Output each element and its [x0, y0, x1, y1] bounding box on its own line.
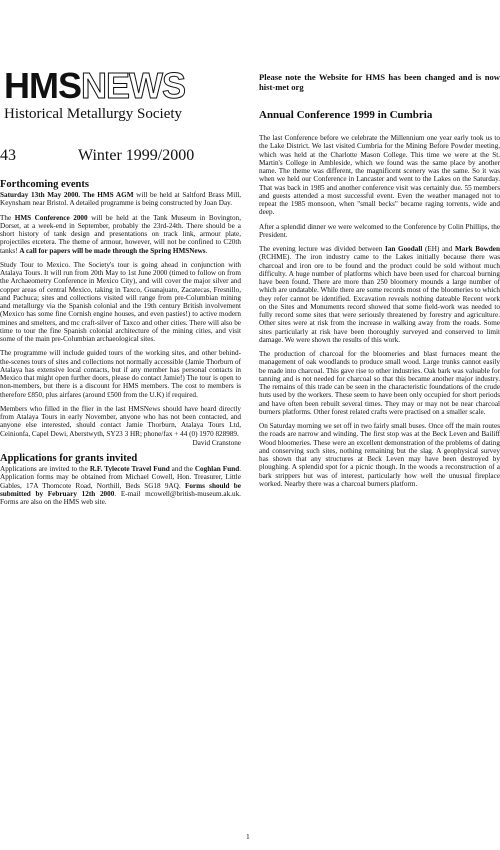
issue-date: Winter 1999/2000 — [78, 147, 195, 164]
conference-2000-paragraph: The HMS Conference 2000 will be held at the Tank Museum in Bovington, Dorset, at a week-end in September, probably the 23rd-24th. There should be a short history of tank design and presentations on track link, armour plate, projectiles etcetera. The theme of armour, however, will not be confined to C20th tanks! A call for papers will be made through the Spring HMSNews. — [0, 213, 241, 255]
website-notice: Please note the Website for HMS has been changed and is now hist-met org — [259, 72, 500, 92]
conference-paragraph-5: On Saturday morning we set off in two fairly small buses. Once off the main routes the roads are narrow and winding. The first stop was at the Beck Leven and Bailiff Wood bloomeries. These were an excellent demonstration of the problems of dating and conserving such sites, nothing remaining but the slag. A geophysical survey has shown that any structures at Beck Leven may have been destroyed by ploughing. A splendid spot for a picnic though. In the woods a reconstruction of a bark strippers hut was of interest, particularly how well the unusual fireplace worked. Nearby there was a charcoal burners platform. — [259, 422, 500, 488]
conference-paragraph-1: The last Conference before we celebrate the Millennium one year early took us to the Lake District. We last visited Cumbria for the Mining Before Powder meeting, which was held at the Charlotte Mason College. This time we were at the St. Martin's College in Ambleside, which we found was the same place by another name. The theme was different, the magnificent scenery was the same. So it was when we held our Conference in Lancaster and went to the Lakes on the Saturday. That was back in 1985 and another conference visit was certainly due. 55 members and guests attended a most successful event. Even the weather managed not to repeat the 1985 monsoon, when "small becks" became raging torrents, wide and deep. — [259, 134, 500, 217]
grants-paragraph: Applications are invited to the R.F. Tylecote Travel Fund and the Coghlan Fund. Application forms may be obtained from Michael Cowell, Hon. Treasurer, Little Gables, 17A Thomcote Road, Northill, Beds SG18 9AQ. Forms should be submitted by February 12th 2000. E-mail mcowell@british-museum.ak.uk. Forms are also on the HMS web site. — [0, 465, 241, 506]
agm-paragraph: Saturday 13th May 2000. The HMS AGM will be held at Saltford Brass Mill, Keynsham near Bristol. A detailed programme is being constructed by Joan Day. — [0, 191, 241, 208]
conference-title: Annual Conference 1999 in Cumbria — [259, 109, 433, 121]
society-name: Historical Metallurgy Society — [4, 106, 183, 122]
forthcoming-heading: Forthcoming events — [0, 179, 89, 190]
flier-paragraph: Members who filled in the flier in the last HMSNews should have heard directly from Atalaya Tours in early November, anyone who has not been contacted, and anyone else interested, should contact Jamie Thorburn, Atalaya Tours Ltd, Ceinionfa, Capel Dewi, Aberstwyth, SY23 3 HR; phone/fax + 44 (0) 1970 828989. — [0, 404, 241, 438]
conference-paragraph-4: The production of charcoal for the bloomeries and blast furnaces meant the management of oak woodlands to produce small wood. Large trunks cannot easily be made into charcoal. This gave rise to other industries. Oak bark was valuable for tanning and is not needed for charcoal so that this became another major industry. The remains of this trade can be seen in the characteristic foundations of the crude huts used by the workers. These seem to have been only occupied for short periods and have often been rebuilt several times. They may or may not be near charcoal burners platforms. Other forest related crafts were practised on a smaller scale. — [259, 350, 500, 416]
hmsnews-logo: HMSNEWS — [4, 65, 185, 106]
masthead — [4, 65, 244, 123]
conference-paragraph-2: After a splendid dinner we were welcomed to the Conference by Colin Phillips, the President. — [259, 222, 500, 239]
page-number: 1 — [246, 832, 250, 841]
issue-number: 43 — [0, 147, 16, 164]
conference-paragraph-3: The evening lecture was divided between Ian Goodall (EH) and Mark Bowden (RCHME). The iron industry came to the Lakes initially because there was charcoal and iron ore to be found and the product could be sold without much difficulty. A huge number of platforms which have been used for charcoal burning have been found. There are more than 250 bloomery mounds a large number of which are undatable. While there are some records most of the bloomeries to which they refer cannot be identified. Excavation reveals nothing dateable Recent work on the Sites and Monuments record showed that some field-work was needed to fully record some sites that were seriously threatened by forestry and agriculture. Other sites were at risk from the increase in walking away from the roads. Some sites particularly at risk have been thoroughly surveyed and conserved to limit damage. We were shown the results of this work. — [259, 245, 500, 344]
programme-paragraph: The programme will include guided tours of the working sites, and other behind-the-scenes tours of sites and collections not normally accessible (Jamie Thorburn of Atalaya has extensive local contacts, but if any member has personal contacts in Mexico that might open further doors, please do contact Jamie!) The tour is open to non-members, but there is a discount for HMS members. The cost to members is therefore £850, plus airfares (around £500 from the U.K) if required. — [0, 349, 241, 399]
signature: David Cranstone — [192, 438, 241, 447]
grants-heading: Applications for grants invited — [0, 453, 138, 464]
right-column — [259, 72, 500, 494]
mexico-tour-paragraph: Study Tour to Mexico. The Society's tour is going ahead in conjunction with Atalaya Tours. It will run from 20th May to 1st June 2000 (timed to follow on from the Archaeometry Conference in Mexico City), and will cover the major silver and copper areas of central Mexico, taking in Taxco, Guanajuato, Zacatecas, Fresnillo, and Pachuca; sites and collections visited will range from pre-Columbian mining and metallurgy via the Spanish colonial and the 19th century British involvement (Mexico has some fine Cornish engine houses, and even pasties!) to active modern mines and smelters, and mc craft-silver of Taxco and other cities. There will also be time to tour the fine Spanish colonial architecture of the mining cities, and visit some of the main pre-Columbian archaeological sites. — [0, 260, 241, 343]
left-column — [0, 175, 241, 512]
